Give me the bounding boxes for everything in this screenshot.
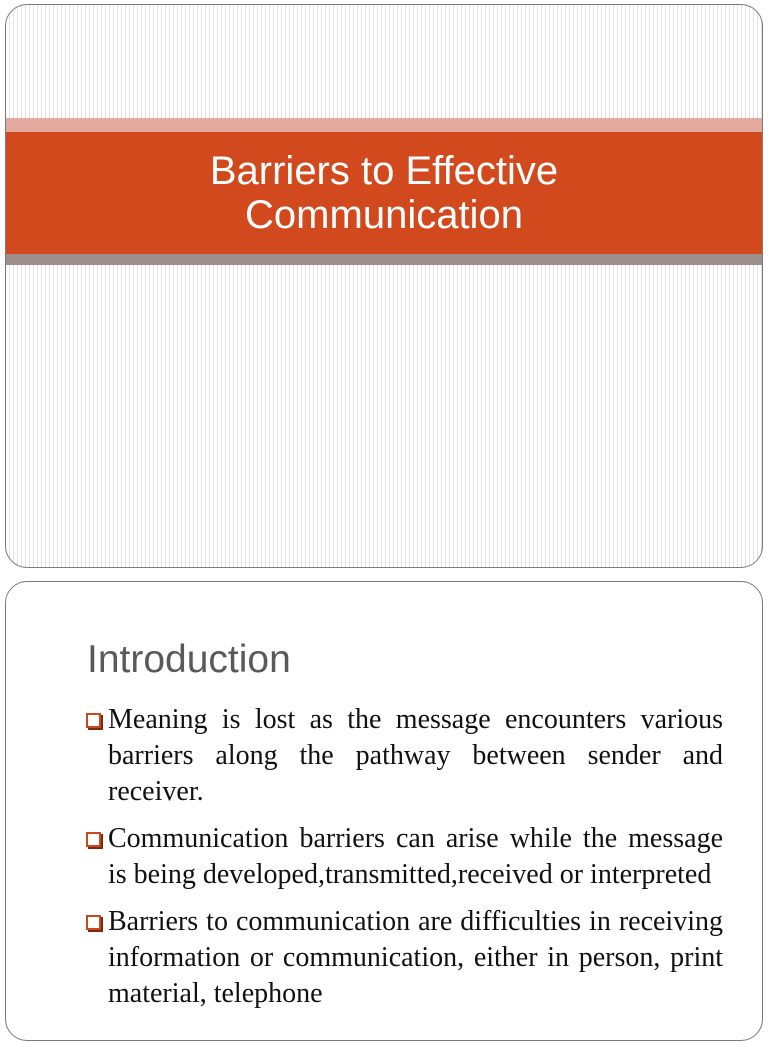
hollow-square-bullet-icon	[86, 713, 101, 728]
title-slide	[5, 4, 763, 568]
slide-heading: Introduction	[87, 638, 291, 681]
title-band	[6, 132, 762, 254]
slide-title-line-1: Barriers to Effective	[209, 149, 559, 193]
hollow-square-bullet-icon	[86, 832, 101, 847]
hollow-square-bullet-icon	[86, 915, 101, 930]
bullet-item	[83, 821, 723, 893]
slide-title	[104, 149, 664, 237]
bullet-item	[83, 702, 723, 810]
bullet-text: Barriers to communication are difficulties in receiving information or communication, either in person, print material, telephone	[108, 906, 723, 1009]
title-band-top-stripe	[6, 118, 762, 132]
title-band-bottom-stripe	[6, 254, 762, 265]
bullet-list	[83, 702, 723, 1023]
introduction-slide	[5, 581, 763, 1041]
bullet-text: Communication barriers can arise while the message is being developed,transmitted,received or interpreted	[108, 823, 723, 890]
slide-title-line-2: Communication	[245, 193, 523, 237]
bullet-item	[83, 904, 723, 1012]
bullet-text: Meaning is lost as the message encounters various barriers along the pathway between sender and receiver.	[108, 704, 723, 807]
